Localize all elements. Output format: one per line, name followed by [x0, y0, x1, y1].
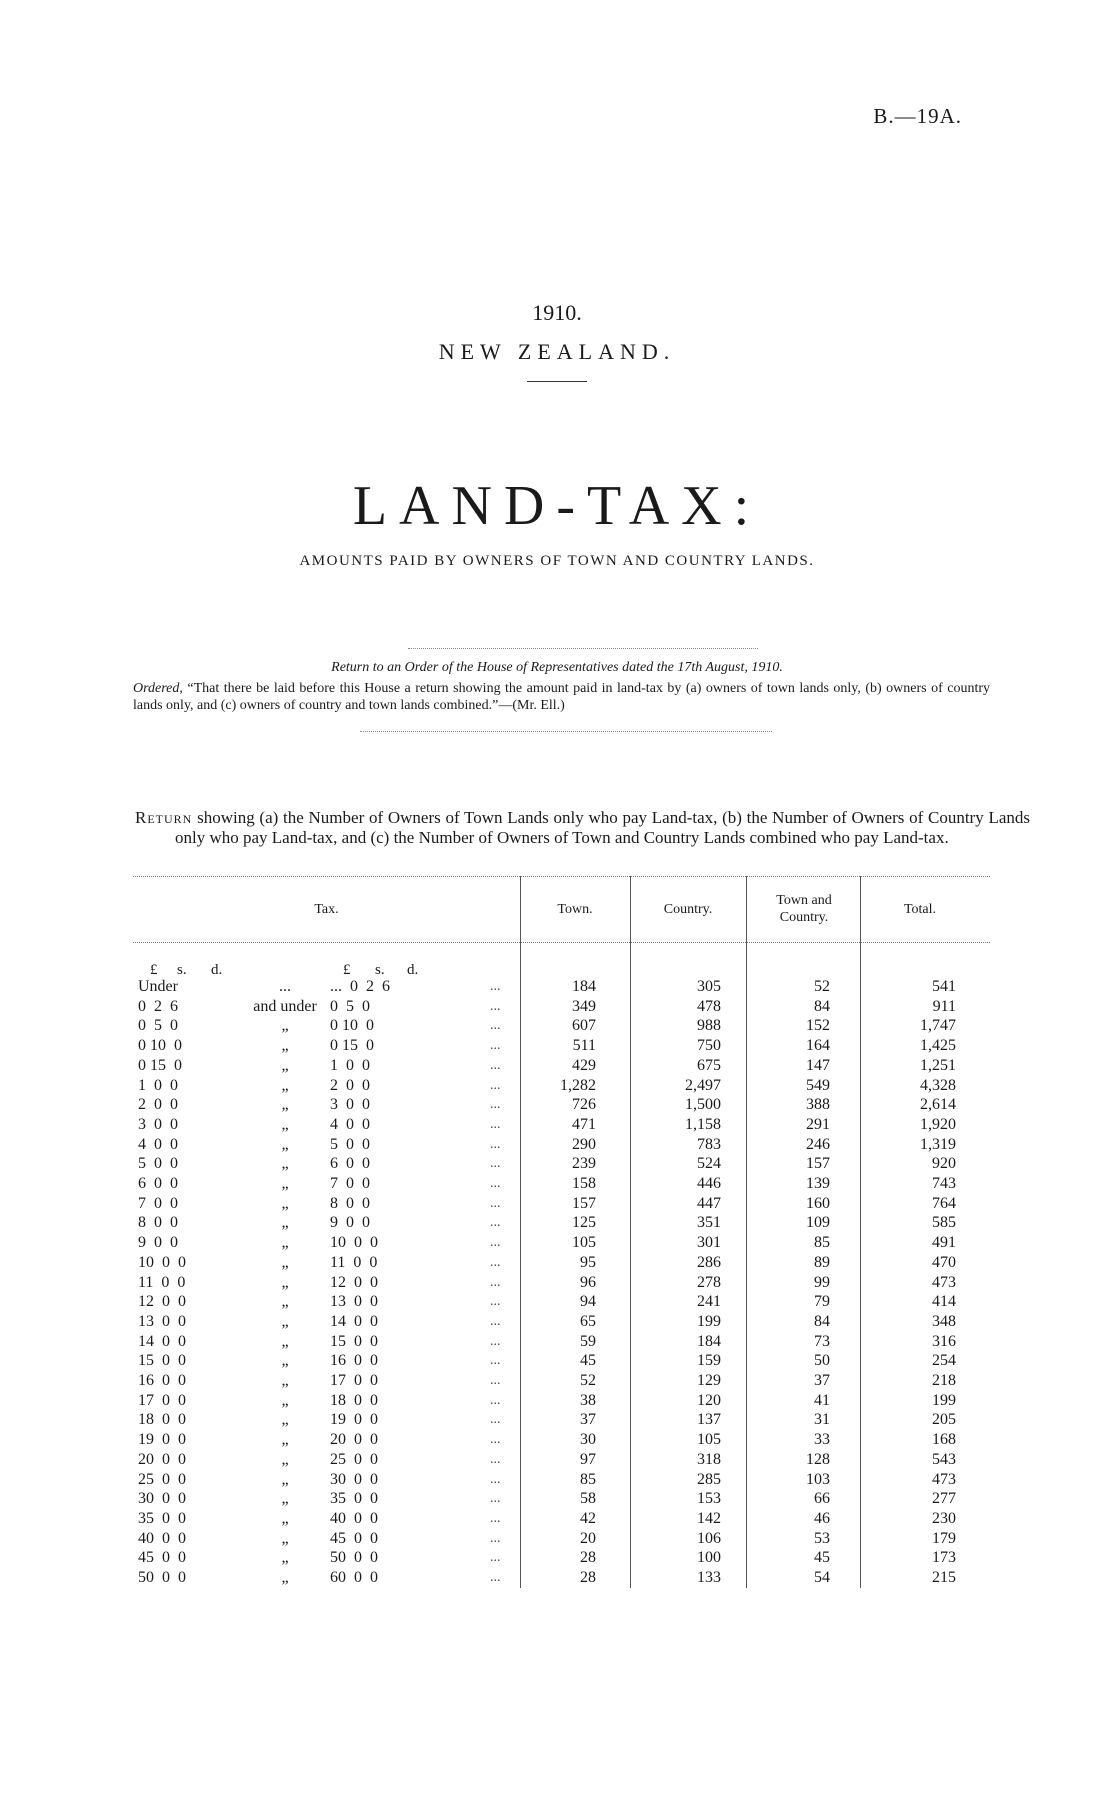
leader-dots: ...: [490, 1570, 501, 1585]
cell-from: 5 0 0: [138, 1155, 178, 1173]
cell-conn: „: [281, 1037, 289, 1055]
cell-total: 414: [932, 1293, 956, 1311]
cell-conn: „: [281, 1332, 289, 1350]
cell-to: 35 0 0: [330, 1490, 378, 1508]
cell-conn: „: [281, 1194, 289, 1212]
cell-tc: 52: [814, 978, 830, 995]
cell-conn: „: [281, 1293, 289, 1311]
cell-total: 1,251: [920, 1056, 956, 1074]
cell-conn: „: [281, 1529, 289, 1547]
cell-town: 125: [572, 1214, 596, 1232]
cell-town: 97: [580, 1450, 596, 1468]
cell-country: 301: [697, 1234, 721, 1252]
cell-town: 105: [572, 1234, 596, 1252]
cell-town: 59: [580, 1332, 596, 1350]
cell-country: 184: [697, 1332, 721, 1350]
cell-town: 511: [572, 1037, 596, 1055]
cell-town: 30: [580, 1431, 596, 1449]
cell-country: 129: [697, 1372, 721, 1389]
cell-total: 179: [932, 1529, 956, 1547]
cell-country: 286: [697, 1253, 721, 1271]
cell-from: 2 0 0: [138, 1096, 178, 1114]
cell-conn: and under: [253, 997, 317, 1015]
cell-country: 1,500: [685, 1096, 721, 1114]
leader-dots: ...: [490, 1156, 501, 1172]
leader-dots: ...: [490, 1412, 501, 1428]
cell-total: 205: [932, 1411, 956, 1429]
cell-country: 137: [697, 1411, 721, 1429]
cell-tc: 164: [806, 1037, 830, 1055]
cell-to: ... 0 2 6: [330, 978, 390, 995]
unit-pence: d.: [211, 962, 223, 978]
cell-country: 447: [697, 1194, 721, 1212]
cell-tc: 152: [806, 1017, 830, 1035]
cell-to: 16 0 0: [330, 1352, 378, 1370]
cell-town: 85: [580, 1470, 596, 1488]
cell-conn: „: [281, 1312, 289, 1330]
cell-total: 254: [932, 1352, 956, 1370]
cell-tc: 73: [814, 1332, 830, 1350]
leader-dots: ...: [490, 1254, 501, 1270]
return-description: [135, 808, 1030, 848]
leader-dots: ...: [490, 1432, 501, 1448]
cell-town: 28: [580, 1569, 596, 1586]
cell-from: 18 0 0: [138, 1411, 186, 1429]
cell-tc: 291: [806, 1115, 830, 1133]
cell-town: 52: [580, 1372, 596, 1389]
cell-total: 168: [932, 1431, 956, 1449]
unit-shillings: s.: [375, 962, 385, 978]
header-town: Town.: [557, 902, 593, 917]
cell-total: 348: [932, 1312, 956, 1330]
cell-conn: „: [281, 1509, 289, 1527]
cell-to: 0 10 0: [330, 1017, 374, 1035]
cell-from: 3 0 0: [138, 1115, 178, 1133]
cell-town: 45: [580, 1352, 596, 1370]
leader-dots: ...: [490, 1176, 501, 1191]
return-lead: Return: [135, 808, 193, 827]
leader-dots: ...: [490, 1018, 501, 1034]
cell-tc: 103: [806, 1470, 830, 1488]
leader-dots: ...: [490, 1235, 501, 1251]
cell-town: 20: [580, 1529, 596, 1547]
cell-from: 0 10 0: [138, 1037, 182, 1055]
cell-total: 316: [932, 1332, 956, 1350]
cell-tc: 246: [806, 1135, 830, 1153]
leader-dots: ...: [490, 1294, 501, 1310]
cell-country: 2,497: [685, 1076, 721, 1094]
cell-country: 159: [697, 1352, 721, 1370]
cell-from: 9 0 0: [138, 1234, 178, 1252]
cell-to: 4 0 0: [330, 1115, 370, 1133]
cell-town: 95: [580, 1253, 596, 1271]
cell-from: 20 0 0: [138, 1450, 186, 1468]
header-country: Country.: [663, 902, 713, 917]
order-body: “That there be laid before this House a return showing the amount paid in land-tax by (a) owners of town lands only, (b) owners of country lands only, and (c) owners of country and town lands combined.”—(Mr. Ell.): [133, 681, 990, 713]
cell-country: 105: [697, 1431, 721, 1449]
cell-total: 473: [932, 1470, 956, 1488]
cell-to: 0 15 0: [330, 1037, 374, 1055]
cell-conn: „: [281, 1234, 289, 1252]
cell-town: 349: [572, 997, 596, 1015]
cell-to: 1 0 0: [330, 1056, 370, 1074]
cell-country: 120: [697, 1391, 721, 1409]
cell-tc: 109: [806, 1214, 830, 1232]
cell-total: 173: [932, 1549, 956, 1567]
cell-to: 2 0 0: [330, 1076, 370, 1094]
leader-dots: ...: [490, 1057, 501, 1073]
cell-tc: 37: [814, 1372, 830, 1389]
cell-total: 218: [932, 1372, 956, 1389]
order-text: [133, 680, 990, 714]
cell-conn: „: [281, 1096, 289, 1114]
cell-total: 199: [932, 1391, 956, 1409]
cell-tc: 85: [814, 1234, 830, 1252]
cell-from: 7 0 0: [138, 1194, 178, 1212]
cell-country: 446: [697, 1175, 721, 1192]
cell-from: 14 0 0: [138, 1332, 186, 1350]
cell-tc: 160: [806, 1194, 830, 1212]
cell-town: 726: [572, 1096, 596, 1114]
cell-from: 0 5 0: [138, 1017, 178, 1035]
cell-country: 675: [697, 1056, 721, 1074]
cell-town: 607: [572, 1017, 596, 1035]
cell-town: 28: [580, 1549, 596, 1567]
cell-total: 277: [932, 1490, 956, 1508]
cell-total: 743: [932, 1175, 956, 1192]
cell-from: 25 0 0: [138, 1470, 186, 1488]
cell-tc: 54: [814, 1569, 830, 1586]
cell-to: 19 0 0: [330, 1411, 378, 1429]
cell-tc: 50: [814, 1352, 830, 1370]
document-reference: B.—19A.: [873, 104, 962, 128]
cell-to: 12 0 0: [330, 1273, 378, 1291]
leader-dots: ...: [490, 1333, 501, 1349]
leader-dots: ...: [490, 1471, 501, 1487]
header-total: Total.: [903, 902, 937, 917]
table-header-rule: [133, 942, 990, 943]
cell-country: 351: [697, 1214, 721, 1232]
cell-country: 106: [697, 1529, 721, 1547]
short-rule: [527, 381, 587, 382]
cell-to: 7 0 0: [330, 1175, 370, 1192]
table-top-rule: [133, 876, 990, 877]
cell-total: 230: [932, 1509, 956, 1527]
leader-dots: ...: [490, 1550, 501, 1566]
header-town-and-country: Town and Country.: [776, 893, 832, 925]
order-reference: Return to an Order of the House of Representatives dated the 17th August, 1910.: [331, 660, 783, 675]
cell-from: 35 0 0: [138, 1509, 186, 1527]
cell-total: 764: [932, 1194, 956, 1212]
cell-from: 45 0 0: [138, 1549, 186, 1567]
leader-dots: ...: [490, 1451, 501, 1467]
cell-total: 543: [932, 1450, 956, 1468]
cell-country: 133: [697, 1569, 721, 1586]
cell-from: 10 0 0: [138, 1253, 186, 1271]
cell-to: 8 0 0: [330, 1194, 370, 1212]
cell-from: 15 0 0: [138, 1352, 186, 1370]
cell-town: 471: [572, 1115, 596, 1133]
cell-conn: „: [281, 1569, 289, 1586]
cell-to: 6 0 0: [330, 1155, 370, 1173]
page-subtitle: AMOUNTS PAID BY OWNERS OF TOWN AND COUNTRY LANDS.: [299, 553, 815, 569]
cell-total: 911: [932, 997, 956, 1015]
cell-conn: „: [281, 1273, 289, 1291]
dotted-rule-top: [408, 648, 758, 649]
cell-from: 6 0 0: [138, 1175, 178, 1192]
cell-to: 15 0 0: [330, 1332, 378, 1350]
cell-country: 153: [697, 1490, 721, 1508]
cell-tc: 139: [806, 1175, 830, 1192]
cell-tc: 31: [814, 1411, 830, 1429]
leader-dots: ...: [490, 1116, 501, 1132]
cell-from: 11 0 0: [138, 1273, 186, 1291]
cell-to: 50 0 0: [330, 1549, 378, 1567]
cell-total: 541: [932, 978, 956, 995]
cell-conn: „: [281, 1352, 289, 1370]
cell-conn: ...: [279, 978, 291, 995]
cell-from: 16 0 0: [138, 1372, 186, 1389]
cell-to: 25 0 0: [330, 1450, 378, 1468]
cell-from: Under: [138, 978, 178, 995]
unit-pence: d.: [407, 962, 419, 978]
cell-from: 40 0 0: [138, 1529, 186, 1547]
header-tax: Tax.: [314, 902, 339, 917]
cell-to: 9 0 0: [330, 1214, 370, 1232]
cell-to: 30 0 0: [330, 1470, 378, 1488]
cell-conn: „: [281, 1549, 289, 1567]
cell-country: 100: [697, 1549, 721, 1567]
cell-conn: „: [281, 1490, 289, 1508]
cell-town: 58: [580, 1490, 596, 1508]
cell-country: 750: [697, 1037, 721, 1055]
cell-town: 429: [572, 1056, 596, 1074]
cell-tc: 128: [806, 1450, 830, 1468]
cell-conn: „: [281, 1155, 289, 1173]
leader-dots: ...: [490, 1530, 501, 1546]
cell-to: 18 0 0: [330, 1391, 378, 1409]
cell-to: 20 0 0: [330, 1431, 378, 1449]
cell-conn: „: [281, 1391, 289, 1409]
cell-conn: „: [281, 1076, 289, 1094]
cell-tc: 89: [814, 1253, 830, 1271]
cell-tc: 46: [814, 1509, 830, 1527]
cell-tc: 33: [814, 1431, 830, 1449]
cell-total: 920: [932, 1155, 956, 1173]
cell-to: 40 0 0: [330, 1509, 378, 1527]
cell-to: 14 0 0: [330, 1312, 378, 1330]
page-title: LAND-TAX:: [352, 475, 762, 537]
cell-total: 4,328: [920, 1076, 956, 1094]
cell-to: 60 0 0: [330, 1569, 378, 1586]
leader-dots: ...: [490, 1097, 501, 1113]
leader-dots: ...: [490, 1313, 501, 1329]
cell-conn: „: [281, 1450, 289, 1468]
cell-town: 94: [580, 1293, 596, 1311]
cell-country: 199: [697, 1312, 721, 1330]
cell-tc: 157: [806, 1155, 830, 1173]
leader-dots: ...: [490, 1136, 501, 1152]
cell-conn: „: [281, 1115, 289, 1133]
cell-conn: „: [281, 1214, 289, 1232]
cell-total: 1,920: [920, 1115, 956, 1133]
cell-country: 278: [697, 1273, 721, 1291]
cell-to: 13 0 0: [330, 1293, 378, 1311]
cell-conn: „: [281, 1175, 289, 1192]
cell-total: 2,614: [920, 1096, 956, 1114]
cell-total: 1,425: [920, 1037, 956, 1055]
leader-dots: ...: [490, 1077, 501, 1093]
cell-tc: 41: [814, 1391, 830, 1409]
cell-town: 157: [572, 1194, 596, 1212]
cell-from: 19 0 0: [138, 1431, 186, 1449]
cell-to: 0 5 0: [330, 997, 370, 1015]
cell-tc: 66: [814, 1490, 830, 1508]
cell-town: 38: [580, 1391, 596, 1409]
cell-total: 585: [932, 1214, 956, 1232]
cell-town: 239: [572, 1155, 596, 1173]
cell-tc: 45: [814, 1549, 830, 1567]
cell-country: 783: [697, 1135, 721, 1153]
cell-to: 5 0 0: [330, 1135, 370, 1153]
cell-from: 50 0 0: [138, 1569, 186, 1586]
leader-dots: ...: [490, 1274, 501, 1290]
cell-from: 30 0 0: [138, 1490, 186, 1508]
cell-tc: 84: [814, 997, 830, 1015]
cell-country: 305: [697, 978, 721, 995]
cell-conn: „: [281, 1411, 289, 1429]
cell-total: 1,319: [920, 1135, 956, 1153]
cell-conn: „: [281, 1253, 289, 1271]
leader-dots: ...: [490, 1038, 501, 1054]
dotted-rule-bottom: [360, 731, 772, 732]
cell-town: 37: [580, 1411, 596, 1429]
cell-to: 17 0 0: [330, 1372, 378, 1389]
cell-tc: 84: [814, 1312, 830, 1330]
cell-country: 988: [697, 1017, 721, 1035]
cell-country: 524: [697, 1155, 721, 1173]
leader-dots: ...: [490, 998, 501, 1014]
leader-dots: ...: [490, 979, 501, 994]
cell-from: 13 0 0: [138, 1312, 186, 1330]
cell-from: 0 15 0: [138, 1056, 182, 1074]
cell-town: 65: [580, 1312, 596, 1330]
unit-pounds: £: [150, 962, 158, 978]
cell-country: 318: [697, 1450, 721, 1468]
cell-conn: „: [281, 1056, 289, 1074]
leader-dots: ...: [490, 1392, 501, 1408]
cell-to: 45 0 0: [330, 1529, 378, 1547]
unit-pounds: £: [343, 962, 351, 978]
cell-town: 290: [572, 1135, 596, 1153]
cell-tc: 99: [814, 1273, 830, 1291]
cell-conn: „: [281, 1017, 289, 1035]
cell-to: 3 0 0: [330, 1096, 370, 1114]
cell-total: 473: [932, 1273, 956, 1291]
leader-dots: ...: [490, 1195, 501, 1211]
cell-tc: 147: [806, 1056, 830, 1074]
cell-total: 491: [932, 1234, 956, 1252]
cell-town: 42: [580, 1509, 596, 1527]
cell-town: 96: [580, 1273, 596, 1291]
cell-from: 12 0 0: [138, 1293, 186, 1311]
leader-dots: ...: [490, 1510, 501, 1526]
cell-conn: „: [281, 1135, 289, 1153]
cell-from: 17 0 0: [138, 1391, 186, 1409]
country-heading: NEW ZEALAND.: [438, 339, 676, 364]
unit-shillings: s.: [177, 962, 187, 978]
leader-dots: ...: [490, 1215, 501, 1231]
cell-tc: 388: [806, 1096, 830, 1114]
cell-country: 285: [697, 1470, 721, 1488]
leader-dots: ...: [490, 1373, 501, 1388]
cell-town: 158: [572, 1175, 596, 1192]
leader-dots: ...: [490, 1353, 501, 1369]
cell-town: 1,282: [560, 1076, 596, 1094]
order-label: Ordered,: [133, 681, 183, 696]
cell-tc: 53: [814, 1529, 830, 1547]
cell-country: 478: [697, 997, 721, 1015]
cell-conn: „: [281, 1431, 289, 1449]
cell-country: 142: [697, 1509, 721, 1527]
cell-from: 1 0 0: [138, 1076, 178, 1094]
cell-total: 470: [932, 1253, 956, 1271]
cell-to: 11 0 0: [330, 1253, 378, 1271]
cell-from: 4 0 0: [138, 1135, 178, 1153]
cell-country: 1,158: [685, 1115, 721, 1133]
cell-total: 1,747: [920, 1017, 956, 1035]
cell-conn: „: [281, 1372, 289, 1389]
cell-from: 0 2 6: [138, 997, 178, 1015]
return-body: showing (a) the Number of Owners of Town Lands only who pay Land-tax, (b) the Number of Owners of Country Lands only who pay Land-tax, and (c) the Number of Owners of Town and Country Lands combined who pay Land-tax.: [175, 808, 1030, 847]
cell-conn: „: [281, 1470, 289, 1488]
cell-to: 10 0 0: [330, 1234, 378, 1252]
cell-town: 184: [572, 978, 596, 995]
cell-tc: 79: [814, 1293, 830, 1311]
document-year: 1910.: [532, 300, 582, 325]
cell-from: 8 0 0: [138, 1214, 178, 1232]
cell-total: 215: [932, 1569, 956, 1586]
cell-tc: 549: [806, 1076, 830, 1094]
cell-country: 241: [697, 1293, 721, 1311]
leader-dots: ...: [490, 1491, 501, 1507]
